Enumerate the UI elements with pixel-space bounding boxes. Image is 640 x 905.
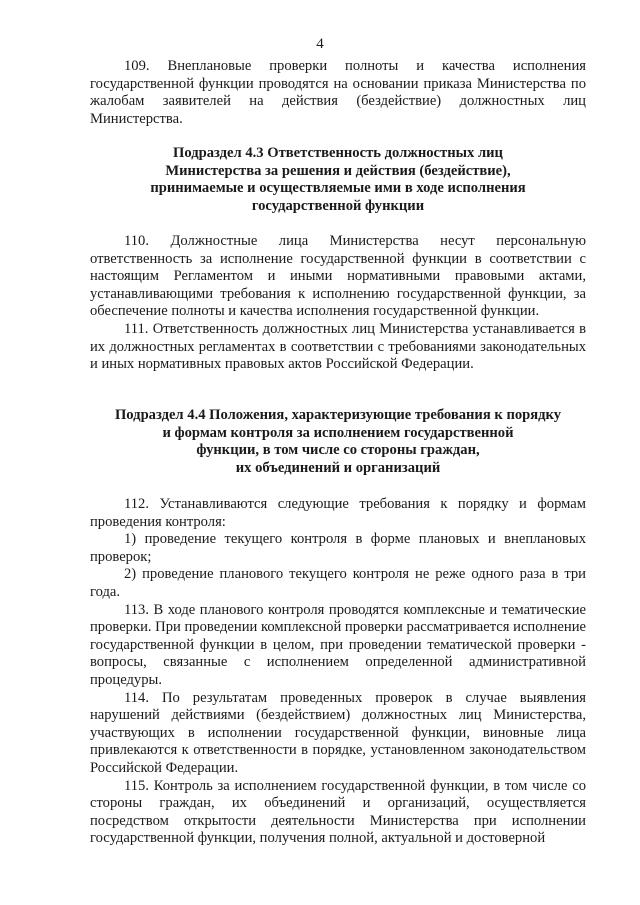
heading-line: функции, в том числе со стороны граждан, <box>196 442 480 459</box>
paragraph-109: 109. Внеплановые проверки полноты и качества исполнения государственной функции проводятся на основании приказа Министерства по жалобам заявителей на действия (бездействие) должностных лиц Министерства. <box>90 58 586 127</box>
paragraph-113: 113. В ходе планового контроля проводятся комплексные и тематические проверки. При проведении комплексной проверки рассматривается исполнение государственной функции в целом, при проведении тематической проверки - вопросы, связанные с исполнением определенной административной процедуры. <box>90 601 586 688</box>
heading-line: принимаемые и осуществляемые ими в ходе исполнения <box>150 180 526 197</box>
list-item-2: 2) проведение планового текущего контроля не реже одного раза в три года. <box>90 566 586 600</box>
paragraph-114: 114. По результатам проведенных проверок в случае выявления нарушений действиями (бездействием) должностных лиц Министерства, участвующих в исполнении государственной функции, виновные лица привлекаются к ответственности в порядке, установленном законодательством Российской Федерации. <box>90 689 586 776</box>
section-4-3-body <box>90 233 586 374</box>
section-heading-4-4 <box>90 407 586 477</box>
paragraph-block-109 <box>90 58 586 128</box>
heading-line: Подраздел 4.3 Ответственность должностных лиц <box>173 145 503 161</box>
paragraph-110: 110. Должностные лица Министерства несут персональную ответственность за исполнение государственной функции в соответствии с настоящим Регламентом и иными нормативными правовыми актами, устанавливающими требования к исполнению государственной функции, за обеспечение полноты и качества исполнения государственной функции. <box>90 233 586 320</box>
heading-line: и формам контроля за исполнением государственной <box>162 424 514 441</box>
heading-line: Министерства за решения и действия (бездействие), <box>165 162 511 179</box>
paragraph-112: 112. Устанавливаются следующие требования к порядку и формам проведения контроля: <box>90 496 586 530</box>
heading-line: их объединений и организаций <box>235 459 441 476</box>
list-item-1: 1) проведение текущего контроля в форме плановых и внеплановых проверок; <box>90 531 586 565</box>
paragraph-111: 111. Ответственность должностных лиц Министерства устанавливается в их должностных регламентах в соответствии с требованиями законодательных и иных нормативных правовых актов Российской Федерации. <box>90 320 586 373</box>
section-heading-4-3 <box>90 145 586 215</box>
paragraph-115: 115. Контроль за исполнением государственной функции, в том числе со стороны граждан, их объединений и организаций, осуществляется посредством открытости деятельности Министерства при исполнении государственной функции, получения полной, актуальной и достоверной <box>90 777 586 847</box>
heading-line: Подраздел 4.4 Положения, характеризующие требования к порядку <box>114 407 562 423</box>
heading-line: государственной функции <box>251 197 425 214</box>
page-number: 4 <box>316 36 324 52</box>
section-4-4-body <box>90 496 586 848</box>
